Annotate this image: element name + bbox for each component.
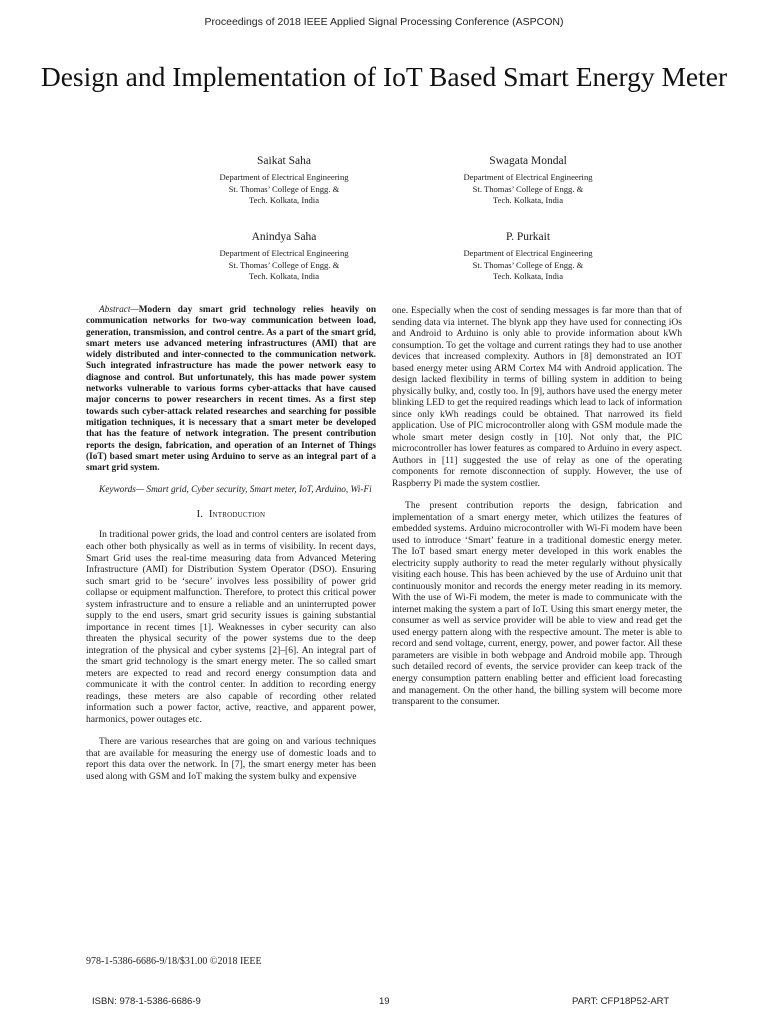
section-title: Introduction: [208, 508, 266, 520]
abstract: [86, 305, 376, 474]
intro-paragraph-2: There are various researches that are going on and various techniques that are available for measuring the energy use of domestic loads and to report this data over the network. In [7], the smart energy meter has been used along with GSM and IoT making the system bulky and expensive: [86, 736, 376, 782]
author-location: Tech. Kolkata, India: [492, 271, 564, 282]
paper-title: Design and Implementation of IoT Based Smart Energy Meter: [40, 61, 728, 92]
footer-isbn: ISBN: 978-1-5386-6686-9: [92, 996, 201, 1007]
author-location: Tech. Kolkata, India: [492, 195, 564, 206]
author-location: Tech. Kolkata, India: [248, 195, 320, 206]
author-name: P. Purkait: [505, 231, 551, 243]
intro-paragraph-1: In traditional power grids, the load and control centers are isolated from each other both physically as well as in terms of visibility. In recent days, Smart Grid uses the real-time measuring data from Advanced Metering Infrastructure (AMI) for Distribution System Operator (DSO). Ensuring such smart grid to be ‘secure’ involves less possibility of power grid collapse or equipment malfunction. Therefore, to protect this critical power system infrastructure and to ensure a reliable and an uninterrupted power supply to the end users, smart grid security issues is gaining substantial importance in recent times [1]. Weaknesses in cyber security can also threaten the physical security of the power systems due to the deep integration of the physical and cyber systems [2]–[6]. An integral part of the smart grid technology is the smart energy meter. The so called smart meters are expected to read and record energy consumption data and communicate it with the control center. In addition to recording energy readings, these meters are also capable of recording other related information such a power factor, active, reactive, and apparent power, harmonics, power outages etc.: [86, 529, 376, 725]
section-number: I.: [196, 508, 204, 520]
author-college: St. Thomas’ College of Engg. &: [228, 259, 340, 270]
keywords: Keywords— Smart grid, Cyber security, Smart meter, IoT, Arduino, Wi-Fi: [99, 485, 372, 496]
author-location: Tech. Kolkata, India: [248, 271, 320, 282]
page-number: 19: [379, 996, 390, 1007]
body-paragraph-continued: one. Especially when the cost of sending messages is far more than that of sending data via internet. The blynk app they have used for connecting iOs and Android to Arduino is only able to provide information about kWh consumption. To get the voltage and current ratings they had to use another devices that increased complexity. Authors in [8] demonstrated an IOT based energy meter using ARM Cortex M4 with Android application. The design lacked flexibility in terms of billing system in addition to being physically bulky, and, costly too. In [9], authors have used the energy meter blinking LED to get the required readings which lead to lack of information since only kWh readings could be obtained. That narrowed its field application. Use of PIC microcontroller along with GSM module made the whole smart meter design costly in [10]. Not only that, the PIC microcontroller has lower features as compared to Arduino in every aspect. Authors in [11] suggested the use of relay as one of the operating components for remote disconnection of supply. However, the use of Raspberry Pi made the system costlier.: [392, 305, 682, 489]
copyright-notice: 978-1-5386-6686-9/18/$31.00 ©2018 IEEE: [86, 956, 262, 967]
author-name: Saikat Saha: [257, 155, 311, 167]
author-name: Swagata Mondal: [489, 155, 567, 167]
author-name: Anindya Saha: [251, 231, 317, 243]
page-footer: [0, 996, 768, 1010]
author-department: Department of Electrical Engineering: [463, 248, 593, 258]
abstract-lead: Abstract—: [99, 305, 139, 315]
author-department: Department of Electrical Engineering: [463, 172, 593, 182]
footer-part: PART: CFP18P52-ART: [572, 996, 670, 1007]
section-heading: [86, 509, 376, 521]
abstract-text: Modern day smart grid technology relies heavily on communication networks for two-way communication between load, generation, transmission, and control centre. As a part of the smart grid, smart meters use advanced metering infrastructures (AMI) that are widely distributed and inter-connected to the communication network. Such integrated infrastructure has made the power network easy to diagnose and control. But unfortunately, this has made power system networks vulnerable to various forms cyber-attacks that have caused major concerns to power researchers in recent times. As a first step towards such cyber-attack related researches and searching for possible mitigation techniques, it is necessary that a smart meter be developed that has the feature of network integration. The present contribution reports the design, fabrication, and operation of an Internet of Things (IoT) based smart meter using Arduino to serve as an integral part of a smart grid system.: [86, 305, 376, 474]
author-college: St. Thomas’ College of Engg. &: [228, 183, 340, 194]
conference-header: Proceedings of 2018 IEEE Applied Signal Processing Conference (ASPCON): [204, 16, 564, 28]
author-department: Department of Electrical Engineering: [219, 172, 349, 182]
author-block: [378, 230, 678, 283]
right-column: [392, 305, 682, 719]
author-block: [378, 154, 678, 207]
author-department: Department of Electrical Engineering: [219, 248, 349, 258]
body-paragraph-contribution: The present contribution reports the design, fabrication and implementation of a smart energy meter, which utilizes the features of embedded systems. Arduino microcontroller with Wi-Fi modem have been used to introduce ‘Smart’ feature in a traditional domestic energy meter. The IoT based smart energy meter developed in this work enables the electricity supply authority to read the meter regularly without physically visiting each house. This has been achieved by the use of Arduino unit that continuously monitor and records the energy meter reading in its memory. With the use of Wi-Fi modem, the meter is made to communicate with the internet making the system a part of IoT. Using this smart energy meter, the consumer as well as service provider will be able to view and read get the used energy pattern along with the respective amount. The meter is able to record and send voltage, current, energy, power, and power factor. All these parameters are visible in both webpage and Android mobile app. Through such detailed record of events, the service provider can keep track of the energy consumption pattern enabling better and efficient load forecasting and management. On the other hand, the billing system will become more transparent to the consumer.: [392, 500, 682, 708]
left-column: [86, 305, 376, 793]
author-college: St. Thomas’ College of Engg. &: [472, 259, 584, 270]
author-college: St. Thomas’ College of Engg. &: [472, 183, 584, 194]
